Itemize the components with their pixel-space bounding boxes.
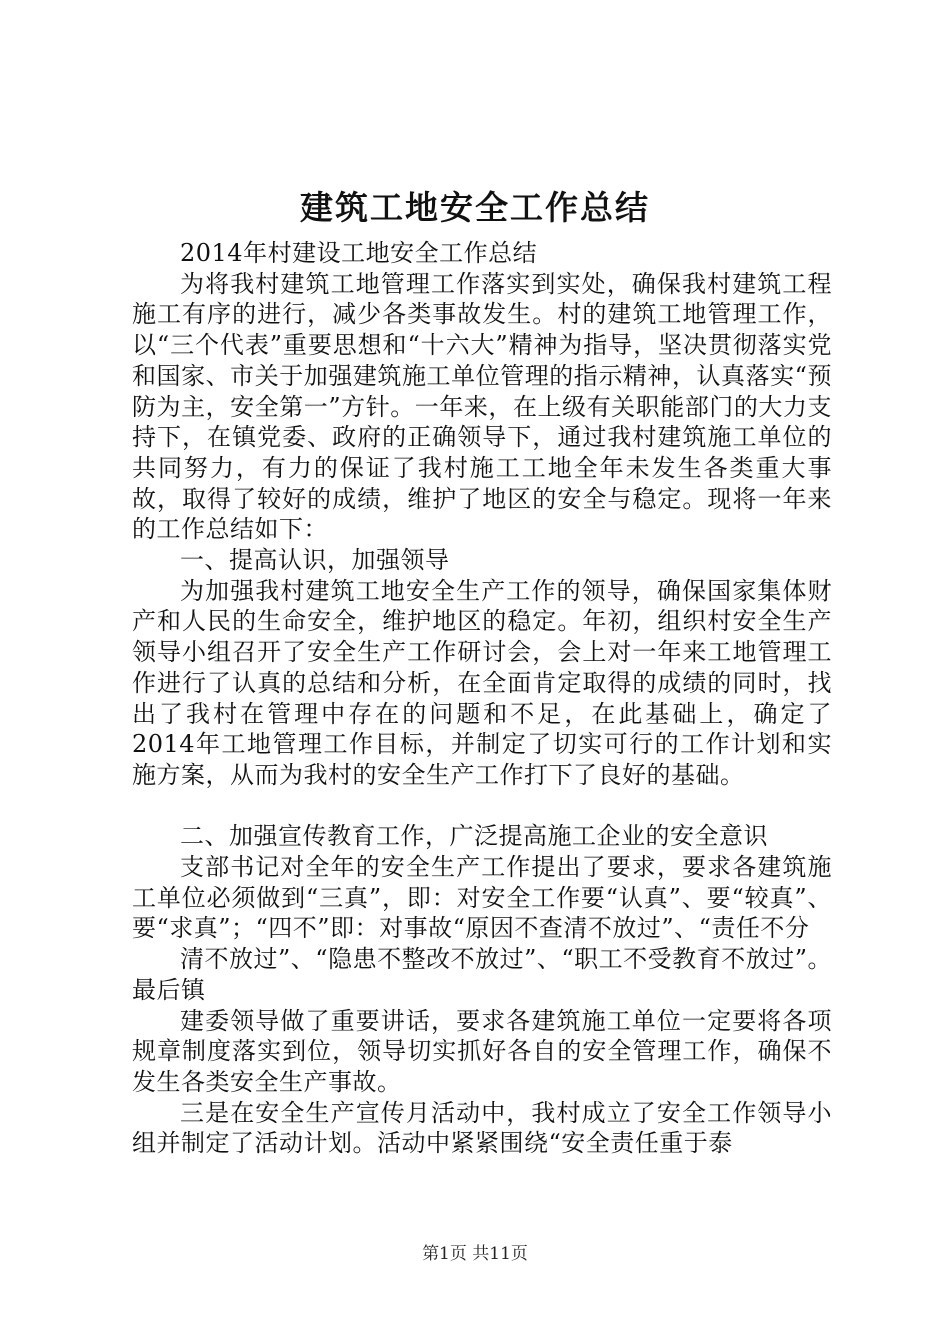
paragraph-subtitle: 2014年村建设工地安全工作总结 — [180, 239, 538, 267]
section-heading-2: 二、加强宣传教育工作，广泛提高施工企业的安全意识 — [180, 822, 768, 851]
paragraph-section-1: 为加强我村建筑工地安全生产工作的领导，确保国家集体财产和人民的生命安全，维护地区的稳定。年初，组织村安全生产领导小组召开了安全生产工作研讨会，会上对一年来工地管理工作进行了认真的总结和分析，在全面肯定取得的成绩的同时，找出了我村在管理中存在的问题和不足，在此基础上，确定了2014年工地管理工作目标，并制定了切实可行的工作计划和实施方案，从而为我村的安全生产工作打下了良好的基础。 — [132, 576, 832, 789]
paragraph-section-3: 三是在安全生产宣传月活动中，我村成立了安全工作领导小组并制定了活动计划。活动中紧紧围绕“安全责任重于泰 — [132, 1098, 832, 1158]
paragraph-section-2b: 清不放过”、“隐患不整改不放过”、“职工不受教育不放过”。最后镇 — [132, 945, 832, 1004]
document-body — [132, 238, 832, 1159]
paragraph-section-2a: 支部书记对全年的安全生产工作提出了要求，要求各建筑施工单位必须做到“三真”，即：对安全工作要“认真”、要“较真”、要“求真”；“四不”即：对事故“原因不查清不放过”、“责任不分 — [132, 853, 832, 943]
document-title: 建筑工地安全工作总结 — [300, 188, 650, 227]
section-heading-1: 一、提高认识，加强领导 — [180, 546, 450, 575]
paragraph-spacer — [132, 791, 832, 822]
paragraph-section-2c: 建委领导做了重要讲话，要求各建筑施工单位一定要将各项规章制度落实到位，领导切实抓好各自的安全管理工作，确保不发生各类安全生产事故。 — [132, 1006, 832, 1096]
page-number-footer: 第1页 共11页 — [422, 1244, 528, 1264]
paragraph-intro: 为将我村建筑工地管理工作落实到实处，确保我村建筑工程施工有序的进行，减少各类事故发生。村的建筑工地管理工作，以“三个代表”重要思想和“十六大”精神为指导，坚决贯彻落实党和国家、市关于加强建筑施工单位管理的指示精神，认真落实“预防为主，安全第一”方针。一年来，在上级有关职能部门的大力支持下，在镇党委、政府的正确领导下，通过我村建筑施工单位的共同努力，有力的保证了我村施工工地全年未发生各类重大事故，取得了较好的成绩，维护了地区的安全与稳定。现将一年来的工作总结如下： — [132, 269, 832, 544]
